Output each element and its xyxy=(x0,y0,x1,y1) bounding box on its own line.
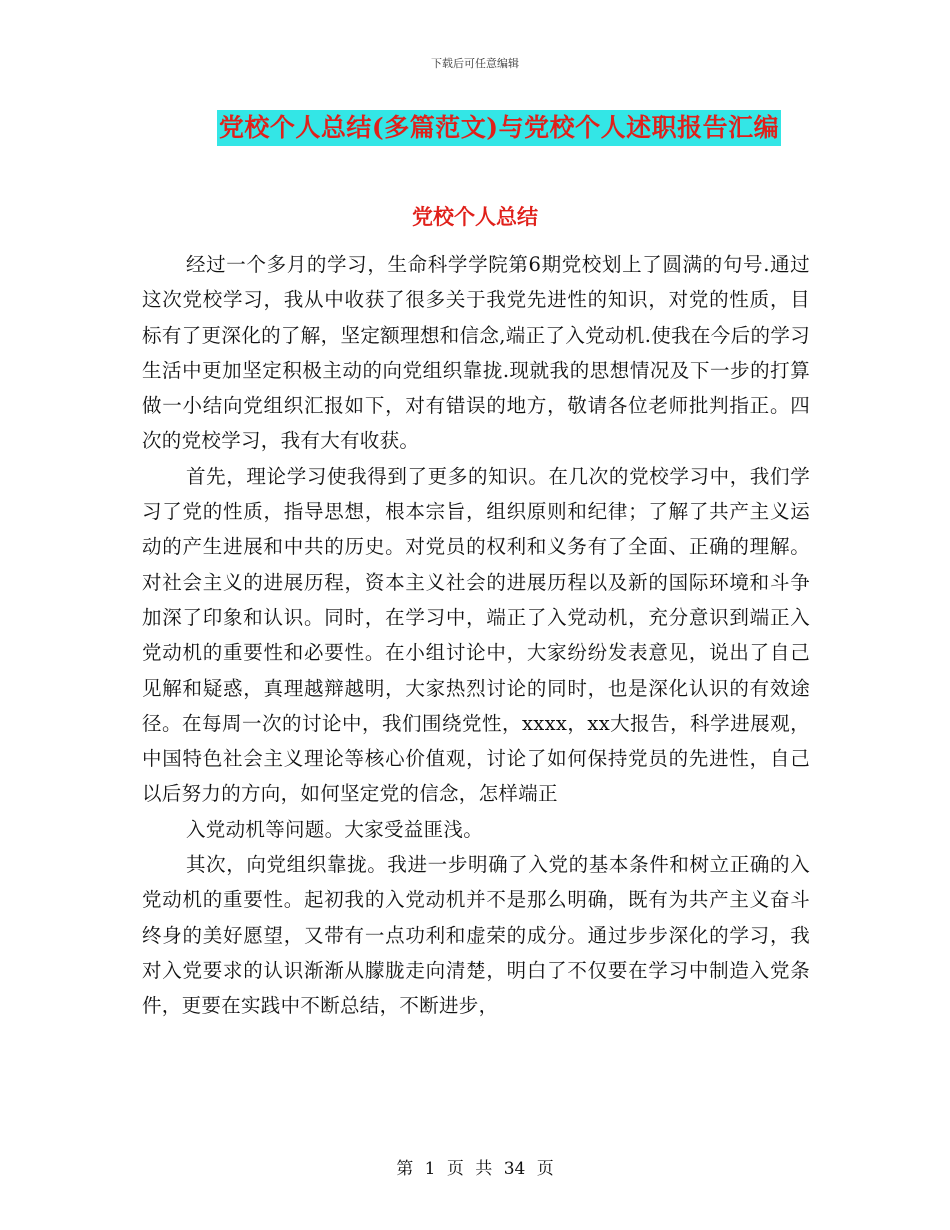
document-title-wrap xyxy=(0,110,950,146)
section-title: 党校个人总结 xyxy=(412,204,538,229)
paragraph: 入党动机等问题。大家受益匪浅。 xyxy=(186,817,484,841)
paragraph: 首先，理论学习使我得到了更多的知识。在几次的党校学习中，我们学习了党的性质，指导思想，根本宗旨，组织原则和纪律；了解了共产主义运动的产生进展和中共的历史。对党员的权利和义务有了全面、正确的理解。对社会主义的进展历程，资本主义社会的进展历程以及新的国际环境和斗争加深了印象和认识。同时，在学习中，端正了入党动机，充分意识到端正入党动机的重要性和必要性。在小组讨论中，大家纷纷发表意见，说出了自己见解和疑惑，真理越辩越明，大家热烈讨论的同时，也是深化认识的有效途径。在每周一次的讨论中，我们围绕党性，xxxx，xx大报告，科学进展观，中国特色社会主义理论等核心价值观，讨论了如何保持党员的先进性，自己以后努力的方向，如何坚定党的信念，怎样端正 xyxy=(142,464,810,806)
document-title: 党校个人总结(多篇范文)与党校个人述职报告汇编 xyxy=(217,110,781,146)
document-body xyxy=(142,247,810,1024)
header-note: 下载后可任意编辑 xyxy=(431,57,519,70)
paragraph: 经过一个多月的学习，生命科学学院第6期党校划上了圆满的句号.通过这次党校学习，我从中收获了很多关于我党先进性的知识，对党的性质，目标有了更深化的了解，坚定额理想和信念,端正了入党动机.使我在今后的学习生活中更加坚定积极主动的向党组织靠拢.现就我的思想情况及下一步的打算做一小结向党组织汇报如下，对有错误的地方，敬请各位老师批判指正。四次的党校学习，我有大有收获。 xyxy=(142,253,810,453)
paragraph: 其次，向党组织靠拢。我进一步明确了入党的基本条件和树立正确的入党动机的重要性。起初我的入党动机并不是那么明确，既有为共产主义奋斗终身的美好愿望，又带有一点功利和虚荣的成分。通过步步深化的学习，我对入党要求的认识渐渐从朦胧走向清楚，明白了不仅要在学习中制造入党条件，更要在实践中不断总结，不断进步， xyxy=(142,853,810,1018)
page-number: 第 1 页 共 34 页 xyxy=(396,1159,554,1179)
